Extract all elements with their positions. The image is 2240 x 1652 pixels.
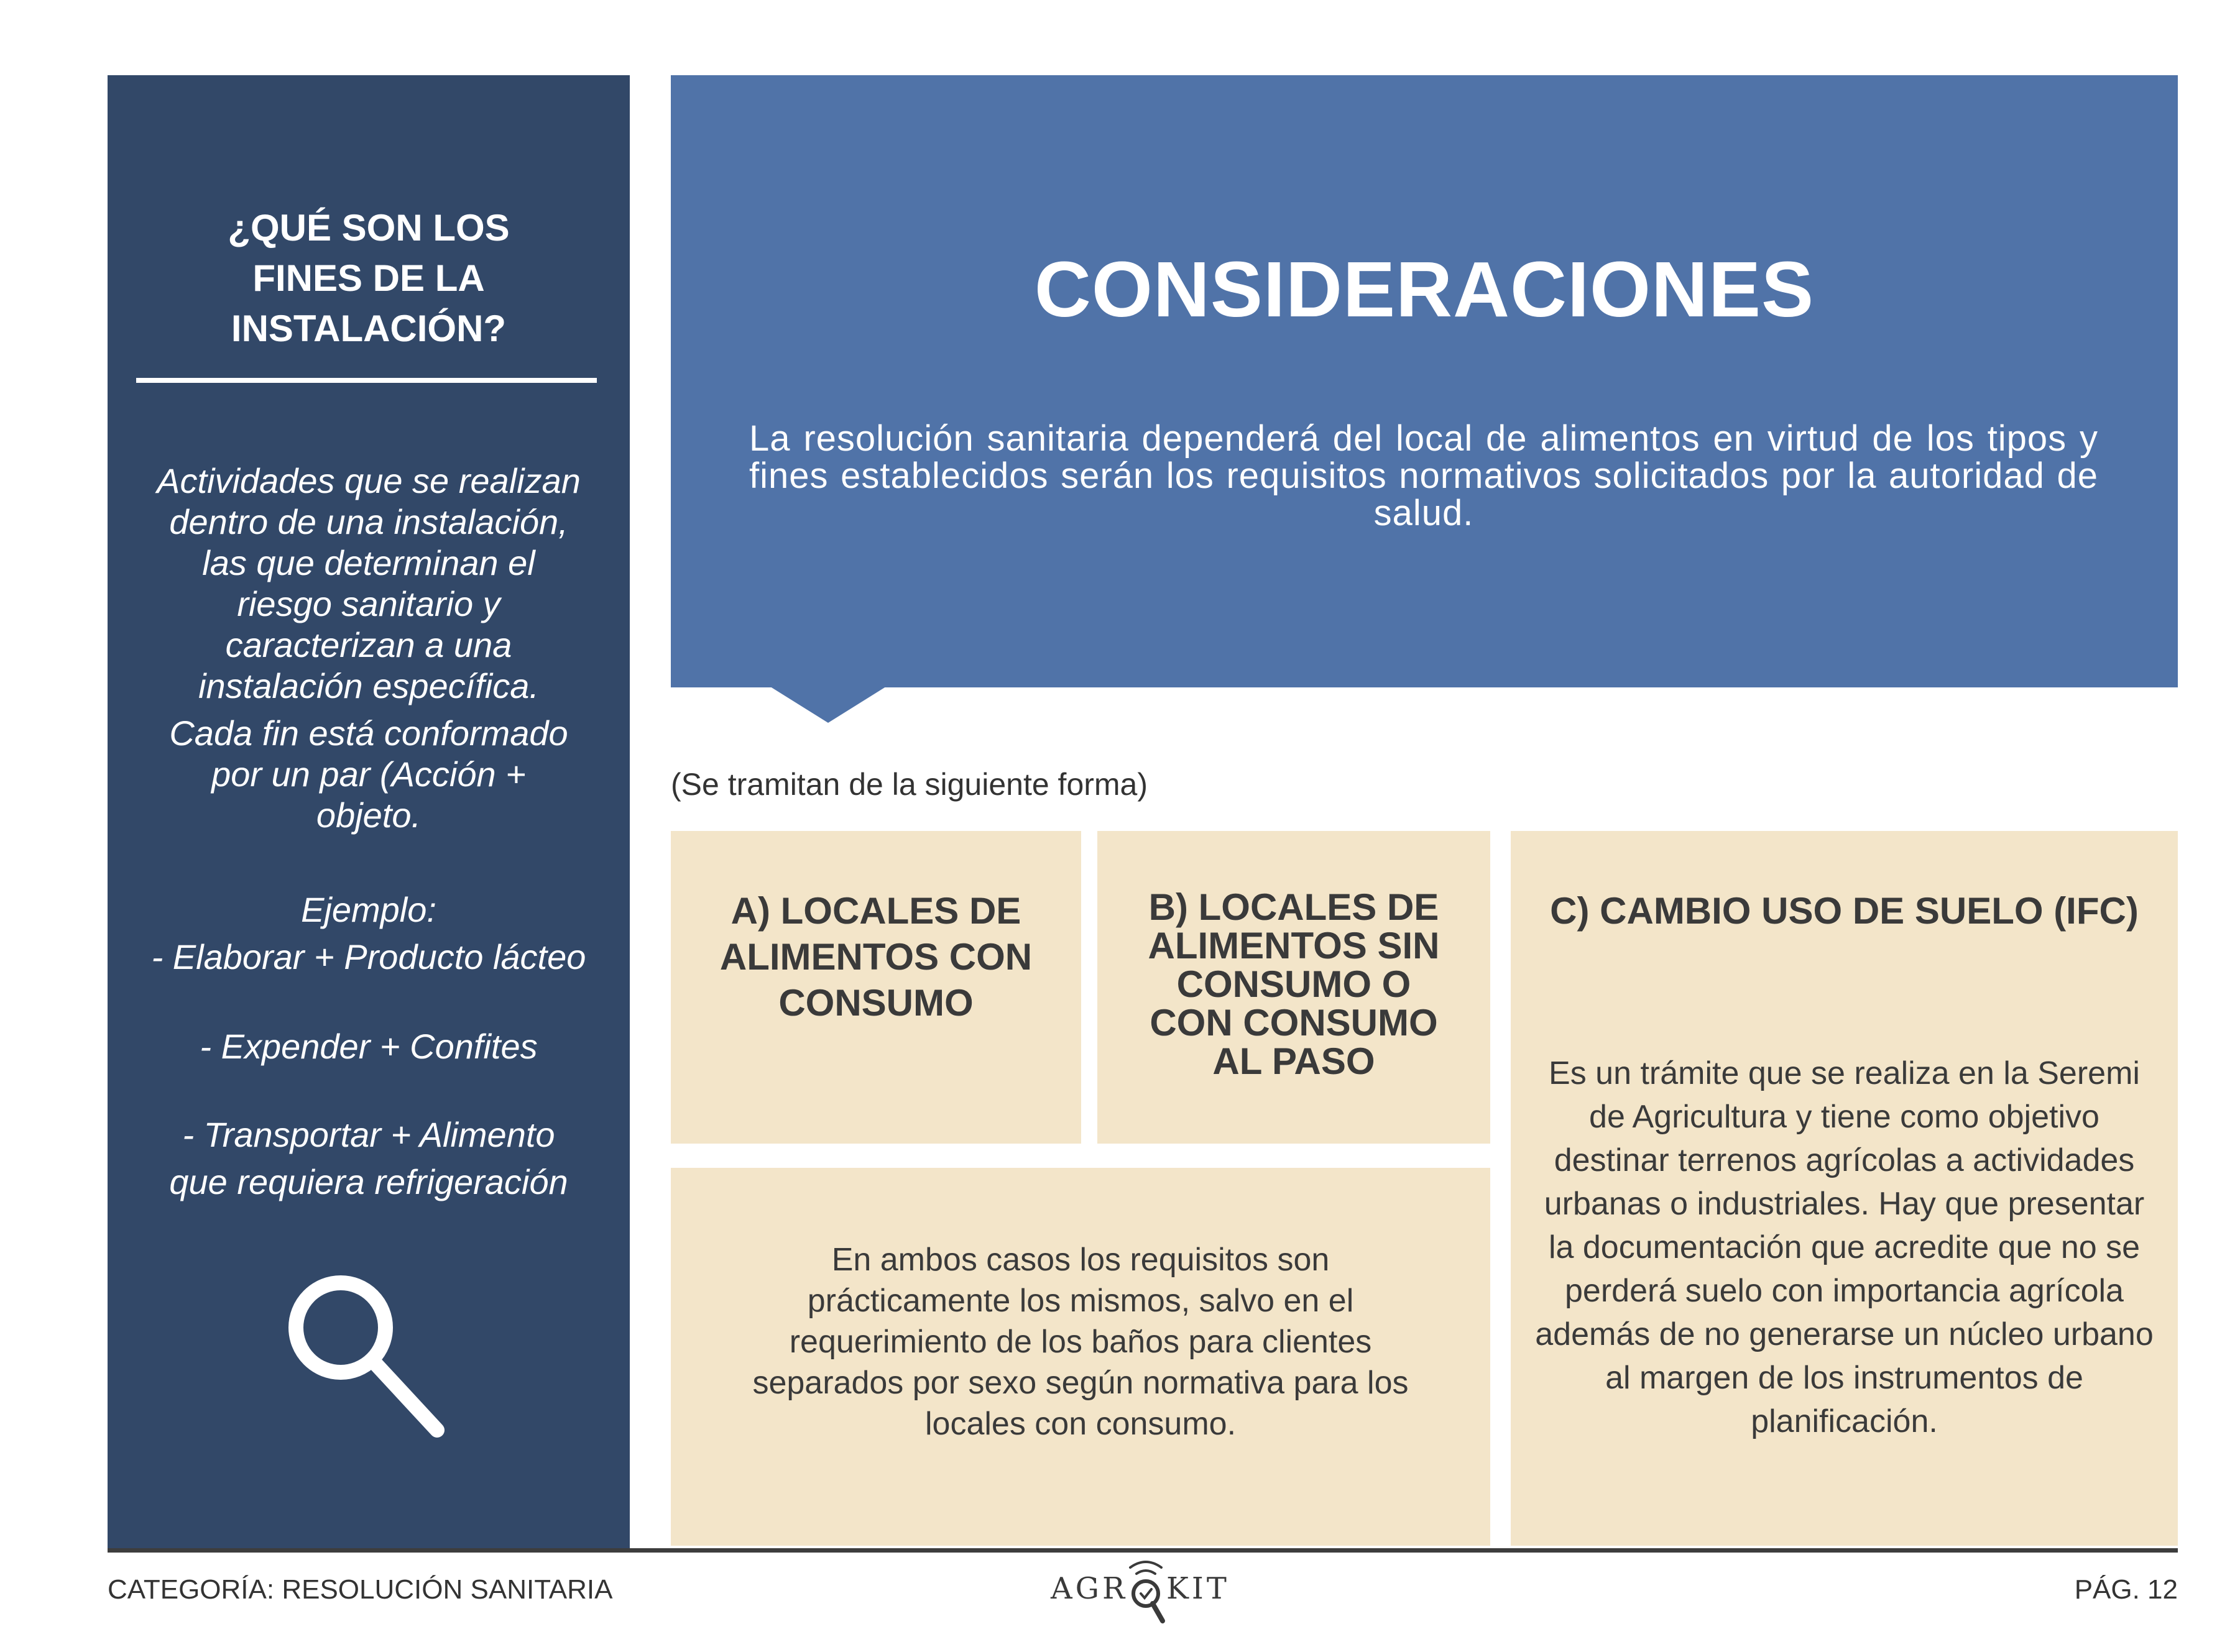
card-locales-con-consumo [671, 831, 1081, 1144]
sidebar-description-line: dentro de una instalación, [169, 502, 568, 541]
page-number: PÁG. 12 [2074, 1574, 2178, 1605]
header-pointer [768, 686, 888, 723]
sidebar-description-line: por un par (Acción + [211, 755, 526, 794]
sidebar-title [108, 203, 630, 354]
card-title-line: CON CONSUMO [1150, 1002, 1438, 1044]
section-subtitle: (Se tramitan de la siguiente forma) [671, 767, 1148, 802]
header-panel [671, 75, 2178, 687]
magnifier-logo-icon [1124, 1554, 1168, 1628]
sidebar-divider [136, 378, 597, 383]
card-title-line: ALIMENTOS CON [719, 936, 1033, 978]
example-label: Ejemplo: [301, 890, 436, 929]
example-item: - Transportar + Alimento [182, 1115, 555, 1154]
sidebar-panel [108, 75, 630, 1548]
footer-category: CATEGORÍA: RESOLUCIÓN SANITARIA [108, 1574, 613, 1605]
sidebar-description-line: Actividades que se realizan [157, 461, 581, 500]
card-ambos-casos [671, 1168, 1490, 1546]
example-item: - Elaborar + Producto lácteo [151, 937, 586, 976]
logo-text-left: AGR [1051, 1571, 1128, 1606]
sidebar-description-line: las que determinan el [202, 543, 535, 582]
sidebar-description-line: objeto. [316, 796, 422, 835]
card-locales-sin-consumo [1097, 831, 1490, 1144]
search-icon [282, 1269, 449, 1480]
card-title: C) CAMBIO USO DE SUELO (IFC) [1550, 890, 2139, 932]
card-body-text: En ambos casos los requisitos son prácticamente los mismos, salvo en el requerimiento de los baños para clientes separados por sexo según normativa para los locales con consumo. [752, 1242, 1409, 1442]
agrokit-logo [1051, 1554, 1230, 1628]
card-title-line: A) LOCALES DE [731, 890, 1021, 932]
card-title-line: CONSUMO O [1176, 963, 1411, 1005]
card-title [1097, 888, 1490, 1081]
sidebar-description-line: Cada fin está conformado [169, 714, 568, 753]
card-title-line: AL PASO [1212, 1040, 1375, 1082]
page-title: CONSIDERACIONES [1034, 246, 1815, 333]
intro-text: La resolución sanitaria dependerá del local de alimentos en virtud de los tipos y fines establecidos serán los requisitos normativos solicitados por la autoridad de salud. [749, 418, 2098, 533]
card-cambio-uso-suelo [1511, 831, 2178, 1546]
logo-text-right: KIT [1166, 1571, 1230, 1606]
card-title-line: ALIMENTOS SIN [1148, 925, 1440, 966]
example-item: que requiera refrigeración [169, 1162, 568, 1201]
footer-divider [108, 1548, 2178, 1553]
example-item: - Expender + Confites [200, 1027, 538, 1066]
sidebar-description-line: instalación específica. [198, 666, 539, 705]
card-title [671, 888, 1081, 1026]
sidebar-description-line: caracterizan a una [225, 625, 512, 664]
sidebar-title-line: FINES DE LA [252, 257, 485, 299]
sidebar-title-line: INSTALACIÓN? [231, 308, 507, 349]
sidebar-title-line: ¿QUÉ SON LOS [228, 207, 510, 249]
card-body-text: Es un trámite que se realiza en la Seremi de Agricultura y tiene como objetivo destinar terrenos agrícolas a actividades urbanas o industriales. Hay que presentar la documentación que acredite que no se perderá suelo con importancia agrícola además de no generarse un núcleo urbano al margen de los instrumentos de planificación. [1535, 1055, 2154, 1439]
card-title-line: CONSUMO [778, 982, 974, 1024]
card-title-line: B) LOCALES DE [1148, 886, 1439, 928]
sidebar-description-line: riesgo sanitario y [237, 584, 500, 623]
